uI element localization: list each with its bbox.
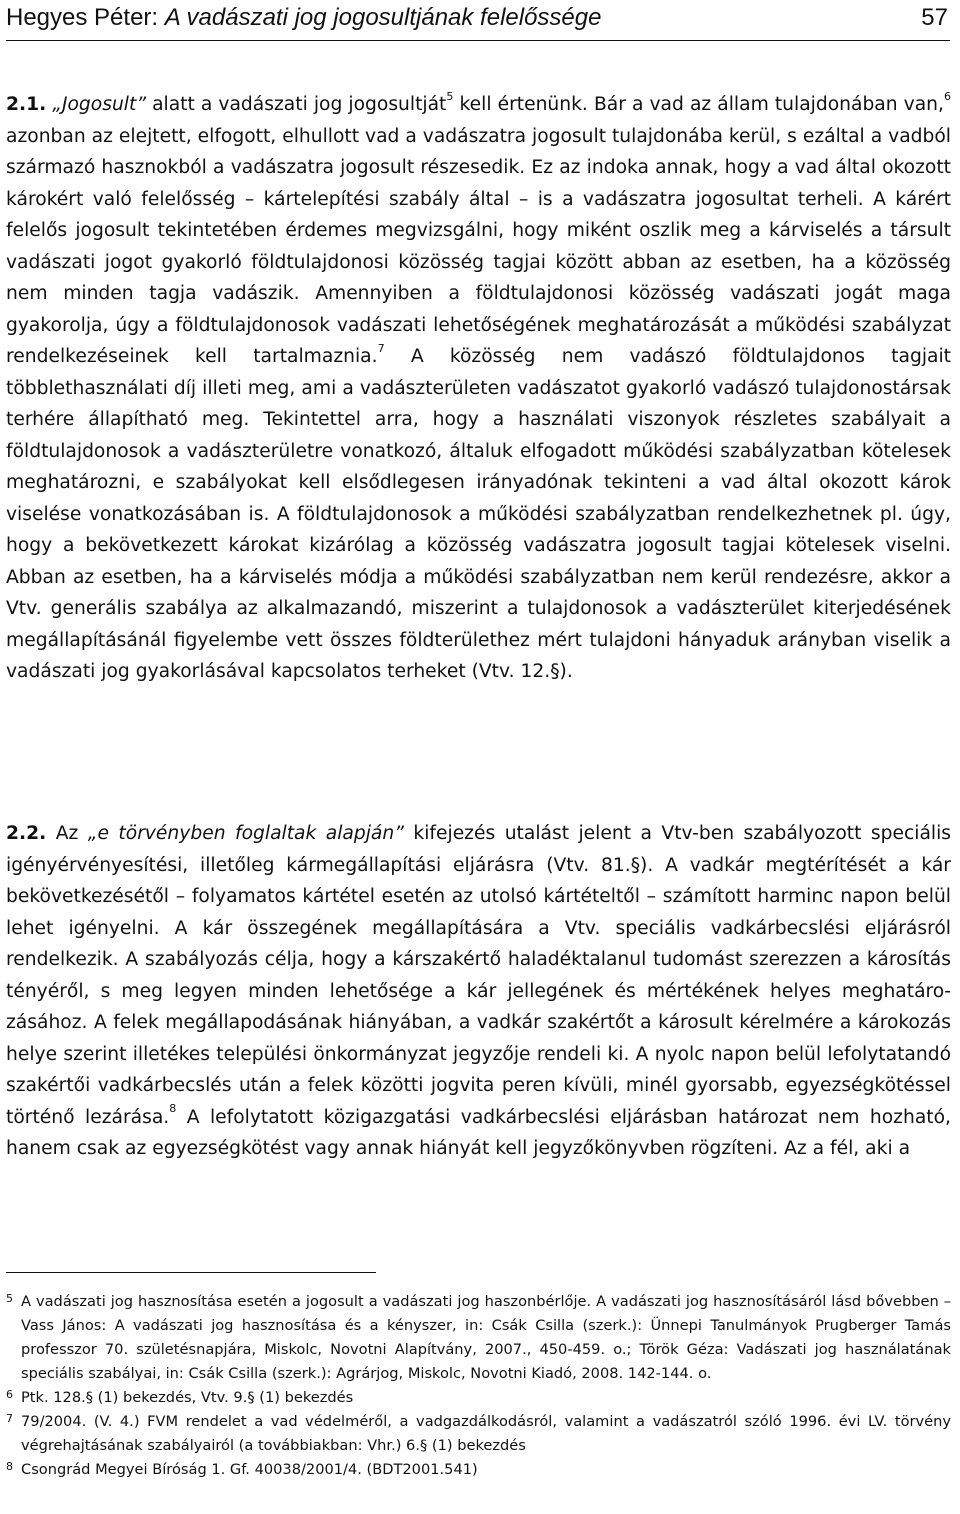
running-header xyxy=(6,0,950,41)
defined-term: „e törvényben foglaltak alapján” xyxy=(87,823,404,844)
footnote-ref-5[interactable]: 5 xyxy=(446,89,454,103)
text-segment: kifejezés utalást jelent a Vtv-ben szabályozott speciális igényérvényesítési, illetőleg kármegállapítási eljárásra (Vtv. 81.§). A vadkár megtérítését a kár bekövetkezésétől – folyamatos kártétel esetén az utolsó kártételtől – számított harminc napon belül lehet igényelni. A kár összegének megállapítására a Vtv. speciális vadkárbecslési eljárásról rendelkezik. A szabályozás célja, hogy a kárszakértő haladéktalanul tudomást szerezzen a károsítás tényéről, s meg legyen minden lehetősége a kár jellegének és mértékének helyes meghatározásához. A felek megállapodásának hiányában, a vadkár szakértőt a károsult kérelmére a károkozás helye szerint illetékes települési önkormányzat jegyzője rendeli ki. A nyolc napon belül lefolytatandó szakértői vadkárbecslés után a felek közötti jogvita peren kívüli, minél gyorsabb, egyezségkötéssel történő lezárása. xyxy=(6,823,952,1128)
text-segment: Az xyxy=(55,823,79,844)
paragraph-2-1 xyxy=(6,89,951,688)
text-segment: azonban az elejtett, elfogott, elhullott vad a vadászatra jogosult tulajdonába kerül, s ezáltal a vadból származó hasznokból a vadászatra jogosult részesedik. Ez az indoka annak, hogy a vad által okozott károkért való felelősség – kártelepítési szabály által – is a vadászatra jogosultat terheli. A kárért felelős jogosult tekintetében érdemes megvizsgálni, hogy miként oszlik meg a kárviselés a társult vadászati jogot gyakorló földtulajdonosi közösség tagjai között abban az esetben, ha a közösség nem minden tagja vadászik. Amennyiben a földtulajdonosi közösség vadászati jogát maga gyakorolja, úgy a földtulajdonosok vadászati lehetőségének meghatározását a működési szabályzat rendelkezéseinek kell tartalmaznia. xyxy=(6,125,951,367)
defined-term: „Jogosult” xyxy=(52,94,146,115)
footnote-text: A vadászati jog hasznosítása esetén a jogosult a vadászati jog haszonbérlője. A vadászati jog hasznosításáról lásd bővebben – Vass János: A vadászati jog hasznosítása és a kényszer, in: Csák Csilla (szerk.): Ünnepi Tanulmányok Prugberger Tamás professzor 70. születésnapjára, Miskolc, Novotni Alapítvány, 2007., 450-459. o.; Török Géza: Vadászati jog használatának speciális szabályai, in: Csák Csilla (szerk.): Agrárjog, Miskolc, Novotni Kiadó, 2008. 142-144. o. xyxy=(21,1293,951,1382)
header-article-title: A vadászati jog jogosultjának felelőssége xyxy=(164,4,602,31)
footnote-text: 79/2004. (V. 4.) FVM rendelet a vad védelméről, a vadgazdálkodásról, valamint a vadászatról szóló 1996. évi LV. törvény végrehajtásának szabályairól (a továbbiakban: Vhr.) 6.§ (1) bekezdés xyxy=(21,1413,951,1454)
footnote-number: 7 xyxy=(6,1412,13,1425)
footnote-ref-8[interactable]: 8 xyxy=(169,1102,177,1116)
footnote-number: 5 xyxy=(6,1292,13,1305)
text-segment: A közösség nem vadászó földtulajdonos tagjait többlethasználati díj illeti meg, ami a vadászterületen vadászatot gyakorló vadászó tulajdonostársak terhére állapítható meg. Tekintettel arra, hogy a használati viszonyok részletes szabályait a földtulajdonosok a vadászterületre vonatkozó, általuk elfogadott működési szabályzatban kötelesek meghatározni, e szabályokat kell elsődlegesen irányadónak tekinteni a vad által okozott károk viselése vonatkozásában is. A földtulajdonosok a működési szabályzatban rendelkezhetnek pl. úgy, hogy a bekövetkezett károkat kizárólag a közösség vadászatra jogosult tagjai kötelesek viselni. Abban az esetben, ha a kárviselés módja a működési szabályzatban nem kerül rendezésre, akkor a Vtv. generális szabálya az alkalmazandó, miszerint a tulajdonosok a vadászterület kiterjedésének megállapításánál figyelembe vett összes földterülethez mért tulajdoni hányaduk arányban viselik a vadászati jog gyakorlásával kapcsolatos terheket (Vtv. 12.§). xyxy=(6,346,951,682)
footnote-6 xyxy=(6,1386,951,1410)
footnote-ref-6[interactable]: 6 xyxy=(943,89,951,103)
footnote-text: Csongrád Megyei Bíróság 1. Gf. 40038/2001/4. (BDT2001.541) xyxy=(21,1461,478,1478)
footnote-7 xyxy=(6,1410,951,1458)
footnote-separator xyxy=(6,1272,376,1273)
footnote-number: 6 xyxy=(6,1388,13,1401)
footnote-text: Ptk. 128.§ (1) bekezdés, Vtv. 9.§ (1) bekezdés xyxy=(21,1389,354,1406)
text-segment: kell értenünk. Bár a vad az állam tulajdonában van, xyxy=(459,94,944,115)
section-number: 2.2. xyxy=(6,823,47,844)
text-segment: alatt a vadászati jog jogosultját xyxy=(152,94,447,115)
footnote-8 xyxy=(6,1458,951,1482)
footnote-5 xyxy=(6,1290,951,1386)
header-author: Hegyes Péter: xyxy=(6,4,159,31)
header-title-line xyxy=(6,4,601,32)
footnote-ref-7[interactable]: 7 xyxy=(377,341,385,355)
footnote-number: 8 xyxy=(6,1460,13,1473)
footnotes xyxy=(6,1290,951,1482)
page-number: 57 xyxy=(921,4,948,31)
section-number: 2.1. xyxy=(6,94,47,115)
text-segment: A lefolytatott közigazgatási vadkárbecslési eljárásban határozat nem hozható, hanem csak az egyezségkötést vagy annak hiányát kell jegyzőkönyvben rögzíteni. Az a fél, aki a xyxy=(6,1106,951,1159)
paragraph-2-2 xyxy=(6,818,951,1165)
